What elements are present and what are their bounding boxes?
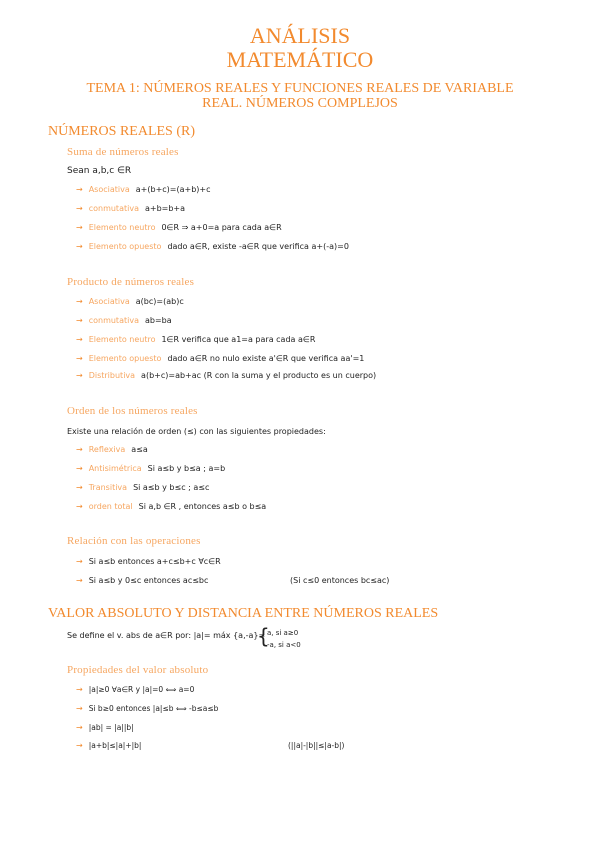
arrow-icon: → <box>76 354 83 363</box>
list-item <box>76 371 376 380</box>
subsection-heading-relacion: Relación con las operaciones <box>67 535 201 547</box>
side-note: (Si c≤0 entonces bc≤ac) <box>290 576 390 585</box>
arrow-icon: → <box>76 483 83 492</box>
property-text: dado a∈R no nulo existe a'∈R que verifica aa'=1 <box>167 354 365 363</box>
list-item <box>76 557 221 566</box>
arrow-icon: → <box>76 204 83 213</box>
property-name: Transitiva <box>88 483 128 492</box>
property-name: Elemento neutro <box>88 223 156 232</box>
arrow-icon: → <box>76 297 83 306</box>
suma-intro: Sean a,b,c ∈R <box>67 166 132 176</box>
property-name: conmutativa <box>88 316 139 325</box>
list-item <box>76 464 225 473</box>
arrow-icon: → <box>76 445 83 454</box>
list-item <box>76 445 148 454</box>
arrow-icon: → <box>76 371 83 380</box>
arrow-icon: → <box>76 685 83 694</box>
list-item <box>76 685 194 694</box>
property-text: |ab| = |a||b| <box>88 723 134 732</box>
list-item <box>76 741 141 750</box>
list-item <box>76 502 266 511</box>
absolute-value-definition: Se define el v. abs de a∈R por: |a|= máx {a,-a}= <box>67 631 266 640</box>
property-name: Reflexiva <box>88 445 126 454</box>
arrow-icon: → <box>76 242 83 251</box>
arrow-icon: → <box>76 316 83 325</box>
property-name: Elemento neutro <box>88 335 156 344</box>
subsection-heading-propiedades: Propiedades del valor absoluto <box>67 664 209 676</box>
section-heading-absolute-value: VALOR ABSOLUTO Y DISTANCIA ENTRE NÚMEROS REALES <box>48 606 439 621</box>
property-text: a(bc)=(ab)c <box>135 297 184 306</box>
list-item <box>76 704 218 713</box>
property-text: |a+b|≤|a|+|b| <box>88 741 142 750</box>
list-item <box>76 576 208 585</box>
case-line: a, si a≥0 <box>267 629 299 637</box>
property-text: Si a≤b y b≤c ; a≤c <box>133 483 210 492</box>
orden-intro: Existe una relación de orden (≤) con las siguientes propiedades: <box>67 427 326 436</box>
property-name: Asociativa <box>88 185 130 194</box>
arrow-icon: → <box>76 741 83 750</box>
property-name: Elemento opuesto <box>88 354 162 363</box>
arrow-icon: → <box>76 723 83 732</box>
list-item <box>76 316 172 325</box>
case-line: -a, si a<0 <box>267 641 301 649</box>
property-name: Antisimétrica <box>88 464 142 473</box>
list-item <box>76 185 211 194</box>
property-text: a≤a <box>131 445 148 454</box>
list-item <box>76 723 134 732</box>
list-item <box>76 354 364 363</box>
list-item <box>76 335 315 344</box>
subsection-heading-producto: Producto de números reales <box>67 276 195 288</box>
arrow-icon: → <box>76 185 83 194</box>
section-heading-real-numbers: NÚMEROS REALES (R) <box>48 124 196 139</box>
property-name: conmutativa <box>88 204 139 213</box>
subsection-heading-orden: Orden de los números reales <box>67 405 198 417</box>
arrow-icon: → <box>76 223 83 232</box>
property-text: 1∈R verifica que a1=a para cada a∈R <box>161 335 316 344</box>
property-text: a+b=b+a <box>144 204 186 213</box>
arrow-icon: → <box>76 335 83 344</box>
arrow-icon: → <box>76 704 83 713</box>
property-name: Asociativa <box>88 297 130 306</box>
arrow-icon: → <box>76 502 83 511</box>
list-item <box>76 223 282 232</box>
property-text: Si a≤b entonces a+c≤b+c ∀c∈R <box>88 557 221 566</box>
property-text: Si a,b ∈R , entonces a≤b o b≤a <box>138 502 267 511</box>
property-text: a+(b+c)=(a+b)+c <box>135 185 211 194</box>
property-name: orden total <box>88 502 133 511</box>
list-item <box>76 204 185 213</box>
property-text: 0∈R ⇒ a+0=a para cada a∈R <box>161 223 282 232</box>
list-item <box>76 297 184 306</box>
property-text: |a|≥0 ∀a∈R y |a|=0 ⟺ a=0 <box>88 685 195 694</box>
list-item <box>76 242 349 251</box>
property-text: Si b≥0 entonces |a|≤b ⟺ -b≤a≤b <box>88 704 219 713</box>
brace-icon: { <box>257 624 270 648</box>
property-text: dado a∈R, existe -a∈R que verifica a+(-a)=0 <box>167 242 349 251</box>
arrow-icon: → <box>76 576 83 585</box>
property-text: Si a≤b y b≤a ; a=b <box>147 464 226 473</box>
topic-title-line2: REAL. NÚMEROS COMPLEJOS <box>202 96 398 111</box>
side-note: (||a|-|b||≤|a-b|) <box>288 741 345 750</box>
arrow-icon: → <box>76 557 83 566</box>
topic-title-line1: TEMA 1: NÚMEROS REALES Y FUNCIONES REALES DE VARIABLE <box>86 81 514 96</box>
property-text: Si a≤b y 0≤c entonces ac≤bc <box>88 576 209 585</box>
property-text: a(b+c)=ab+ac (R con la suma y el producto es un cuerpo) <box>141 371 377 380</box>
list-item <box>76 483 209 492</box>
property-text: ab=ba <box>144 316 172 325</box>
property-name: Elemento opuesto <box>88 242 162 251</box>
property-name: Distributiva <box>88 371 136 380</box>
document-title-line2: MATEMÁTICO <box>226 47 374 72</box>
document-title-line1: ANÁLISIS <box>249 23 351 48</box>
subsection-heading-suma: Suma de números reales <box>67 146 179 158</box>
arrow-icon: → <box>76 464 83 473</box>
